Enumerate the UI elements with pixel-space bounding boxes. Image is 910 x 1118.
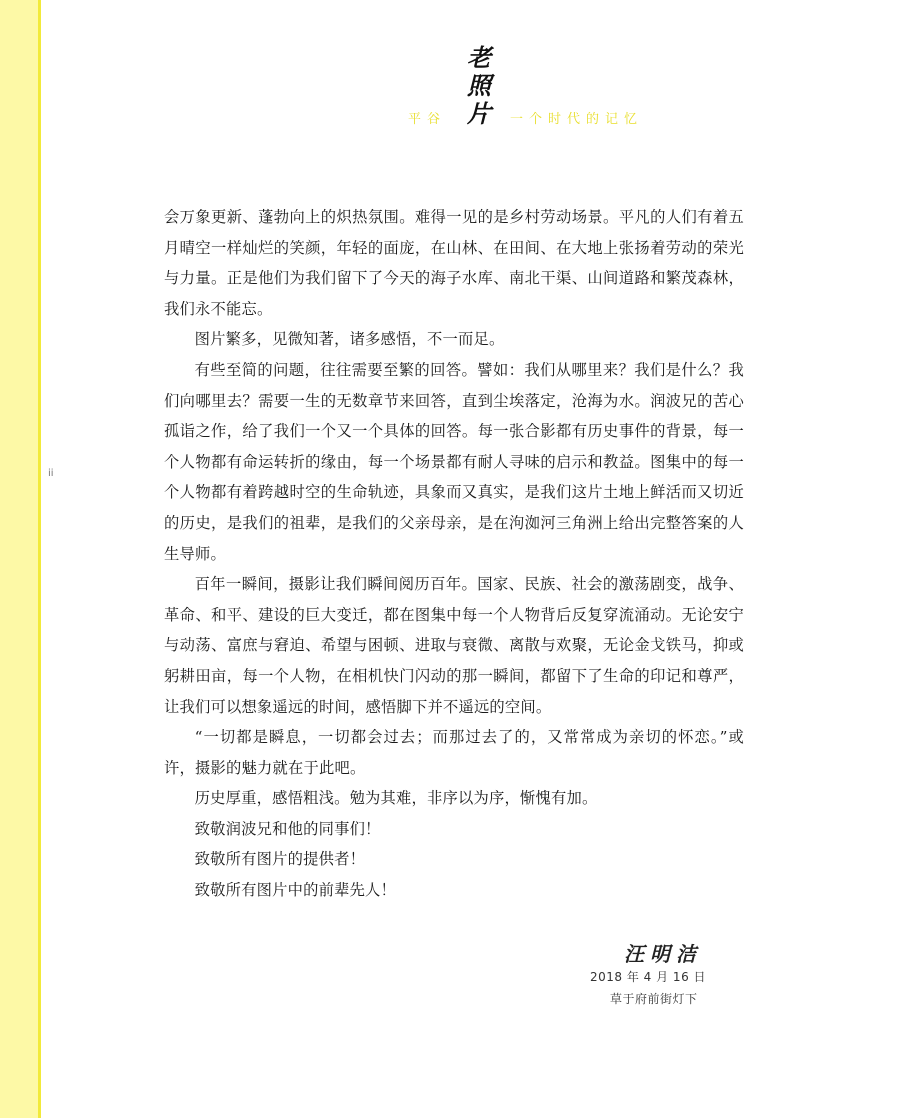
paragraph: 历史厚重，感悟粗浅。勉为其难，非序以为序，惭愧有加。	[194, 789, 598, 808]
left-margin-line	[38, 0, 41, 1118]
title-char: 照	[467, 71, 491, 100]
page-number: ii	[48, 468, 54, 479]
paragraph: 致敬所有图片的提供者！	[194, 850, 366, 869]
title-char: 老	[467, 43, 491, 72]
paragraph: 百年一瞬间，摄影让我们瞬间阅历百年。国家、民族、社会的激荡剧变，战争、革命、和平、建设的巨大变迁，都在图集中每一个人物背后反复穿流涌动。无论安宁与动荡、富庶与窘迫、希望与困顿、进取与衰微、离散与欢聚，无论金戈铁马，抑或躬耕田亩，每一个人物，在相机快门闪动的那一瞬间，都留下了生命的印记和尊严，让我们可以想象遥远的时间，感悟脚下并不遥远的空间。	[164, 575, 744, 716]
preface-body	[164, 202, 744, 906]
signature-place: 草于府前街灯下	[610, 992, 698, 1006]
paragraph: 图片繁多，见微知著，诸多感悟，不一而足。	[194, 330, 505, 349]
paragraph: “一切都是瞬息，一切都会过去；而那过去了的，又常常成为亲切的怀恋。”或许，摄影的魅力就在于此吧。	[164, 728, 744, 777]
paragraph: 会万象更新、蓬勃向上的炽热氛围。难得一见的是乡村劳动场景。平凡的人们有着五月晴空一样灿烂的笑颜，年轻的面庞，在山林、在田间、在大地上张扬着劳动的荣光与力量。正是他们为我们留下了今天的海子水库、南北干渠、山间道路和繁茂森林，我们永不能忘。	[164, 208, 744, 318]
paragraph: 致敬所有图片中的前辈先人！	[194, 881, 397, 900]
signature-date: 2018 年 4 月 16 日	[590, 970, 707, 984]
title-char: 片	[467, 99, 491, 128]
paragraph: 致敬润波兄和他的同事们！	[194, 819, 381, 838]
author-signature: 汪明洁	[624, 942, 702, 966]
header-subtitle: 一个时代的记忆	[510, 112, 644, 127]
header-place-name: 平谷	[408, 112, 447, 127]
book-title-logo	[464, 44, 494, 128]
paragraph: 有些至简的问题，往往需要至繁的回答。譬如：我们从哪里来？我们是什么？我们向哪里去？需要一生的无数章节来回答，直到尘埃落定，沧海为水。润波兄的苦心孤诣之作，给了我们一个又一个具体的回答。每一张合影都有历史事件的背景，每一个人物都有命运转折的缘由，每一个场景都有耐人寻味的启示和教益。图集中的每一个人物都有着跨越时空的生命轨迹，具象而又真实，是我们这片土地上鲜活而又切近的历史，是我们的祖辈，是我们的父亲母亲，是在泃洳河三角洲上给出完整答案的人生导师。	[164, 360, 744, 563]
left-margin-band	[0, 0, 38, 1118]
